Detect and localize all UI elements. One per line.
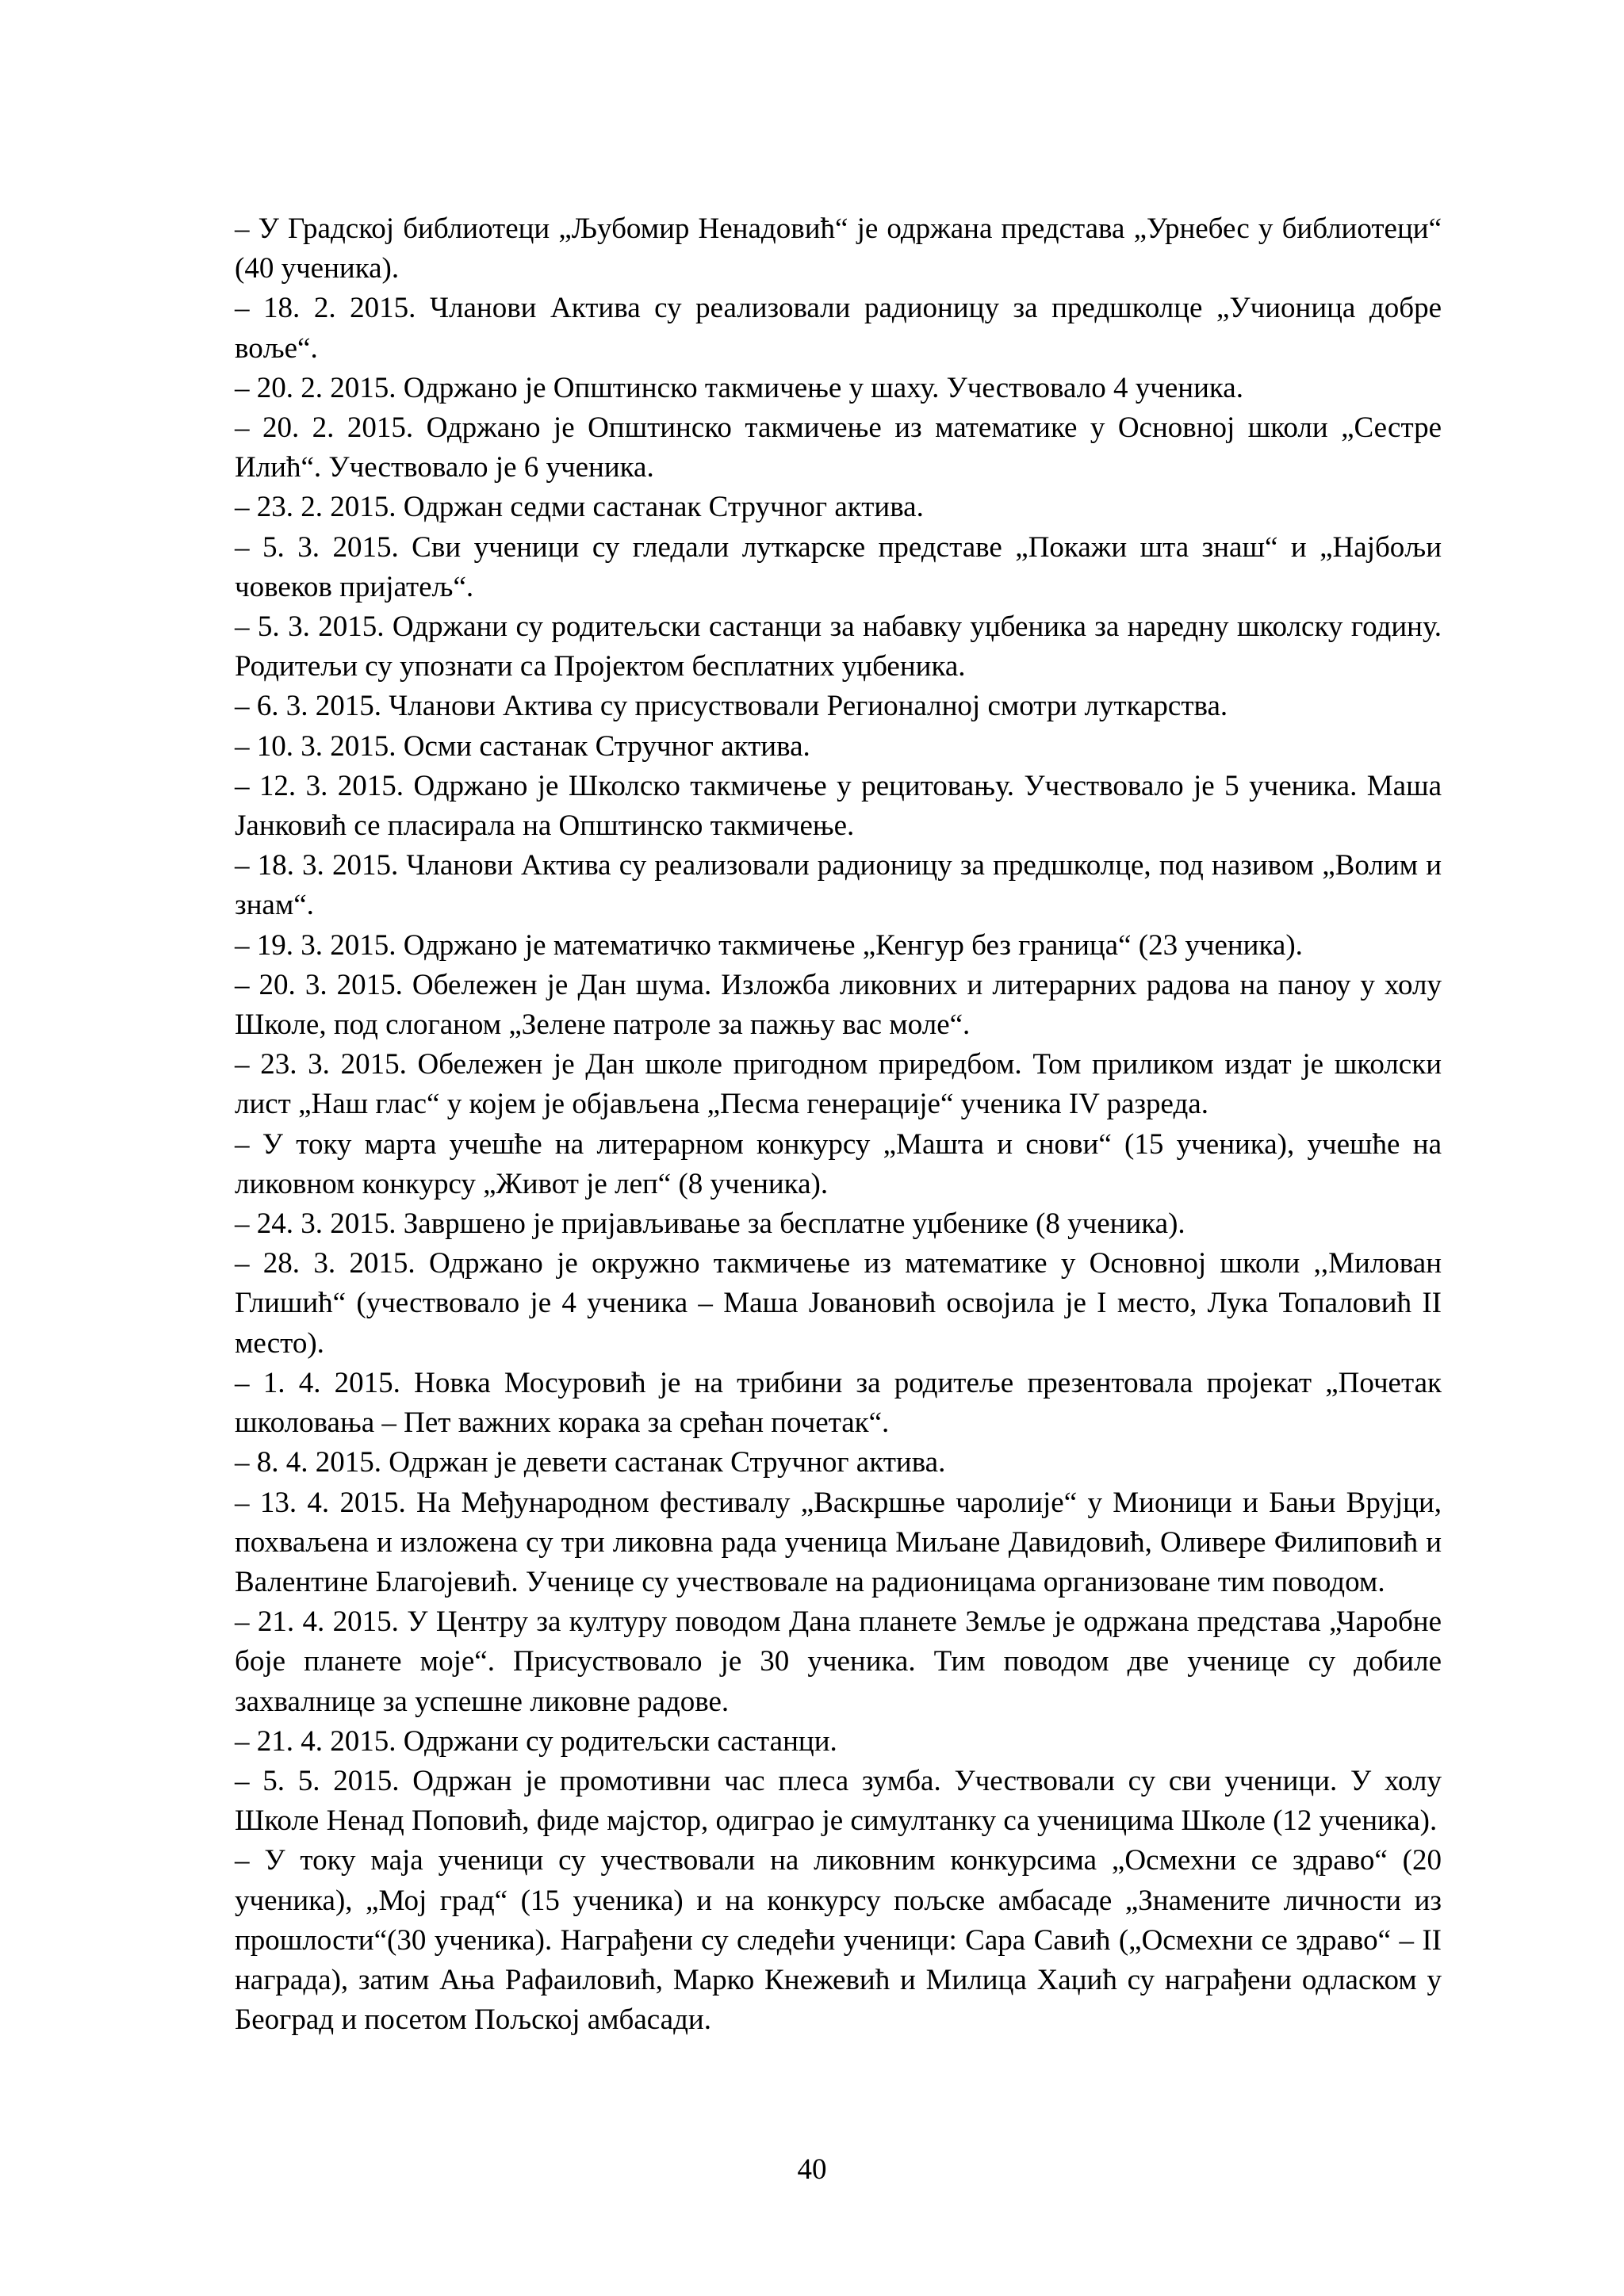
paragraph: – 21. 4. 2015. У Центру за културу поводом Дана планете Земље је одржана представа „Чаробне боје планете моје“. Присуствовало је 30 ученика. Тим поводом две ученице су добиле захвалнице за успешне ликовне радове. [235,1605,1442,1718]
paragraph: – 18. 2. 2015. Чланови Актива су реализовали радионицу за предшколце „Учионица добре воље“. [235,292,1442,365]
paragraph: – 13. 4. 2015. На Међународном фестивалу „Васкршње чаролије“ у Мионици и Бањи Врујци, похваљена и изложена су три ликовна рада ученица Миљане Давидовић, Оливере Филиповић и Валентине Благојевић. Ученице су учествовале на радионицама организоване тим поводом. [235,1486,1442,1598]
paragraph: – У току марта учешће на литерарном конкурсу „Машта и снови“ (15 ученика), учешће на ликовном конкурсу „Живот је леп“ (8 ученика). [235,1127,1442,1200]
paragraph: – 21. 4. 2015. Одржани су родитељски састанци. [235,1724,837,1758]
paragraph: – У току маја ученици су учествовали на ликовним конкурсима „Осмехни се здраво“ (20 ученика), „Мој град“ (15 ученика) и на конкурсу пољске амбасаде „Знамените личности из прошлости“(30 ученика). Награђени су следећи ученици: Сара Савић („Осмехни се здраво“ – II награда), затим Ања Рафаиловић, Марко Кнежевић и Милица Хаџић су награђени одласком у Београд и посетом Пољској амбасади. [235,1844,1442,2037]
paragraph: – 20. 2. 2015. Одржано је Општинско такмичење из математике у Основној школи „Сестре Илић“. Учествовало је 6 ученика. [235,411,1442,484]
paragraph: – 24. 3. 2015. Завршено је пријављивање за бесплатне уџбенике (8 ученика). [235,1207,1185,1241]
paragraph: – 23. 2. 2015. Одржан седми састанак Стручног актива. [235,491,924,524]
paragraph: – 1. 4. 2015. Новка Мосуровић је на трибини за родитеље презентовала пројекат „Почетак школовања – Пет важних корака за срећан почетак“. [235,1366,1442,1440]
page-body [235,209,1442,2040]
paragraph: – 6. 3. 2015. Чланови Актива су присуствовали Регионалној смотри луткарства. [235,690,1228,723]
paragraph: – 8. 4. 2015. Одржан је девети састанак Стручног актива. [235,1446,946,1479]
paragraph: – 20. 3. 2015. Обележен је Дан шума. Изложба ликовних и литерарних радова на паноу у холу Школе, под слоганом „Зелене патроле за пажњу вас моле“. [235,968,1442,1042]
paragraph: – 5. 3. 2015. Одржани су родитељски састанци за набавку уџбеника за наредну школску годину. Родитељи су упознати са Пројектом бесплатних уџбеника. [235,610,1442,683]
page-number: 40 [797,2153,827,2186]
paragraph: – 23. 3. 2015. Обележен је Дан школе пригодном приредбом. Том приликом издат је школски лист „Наш глас“ у којем је објављена „Песма генерације“ ученика IV разреда. [235,1048,1442,1121]
paragraph: – 12. 3. 2015. Одржано је Школско такмичење у рецитовању. Учествовало је 5 ученика. Маша Јанковић се пласирала на Општинско такмичење. [235,769,1442,843]
paragraph: – 19. 3. 2015. Одржано је математичко такмичење „Кенгур без граница“ (23 ученика). [235,928,1303,962]
paragraph: – У Градској библиотеци „Љубомир Ненадовић“ је одржана представа „Урнебес у библиотеци“ (40 ученика). [235,212,1442,285]
paragraph: – 5. 3. 2015. Сви ученици су гледали луткарске представе „Покажи шта знаш“ и „Најбољи човеков пријатељ“. [235,530,1442,603]
paragraph: – 5. 5. 2015. Одржан је промотивни час плеса зумба. Учествовали су сви ученици. У холу Школе Ненад Поповић, фиде мајстор, одиграо је симултанку са ученицима Школе (12 ученика). [235,1764,1442,1838]
paragraph: – 10. 3. 2015. Осми састанак Стручног актива. [235,729,810,763]
paragraph: – 20. 2. 2015. Одржано је Општинско такмичење у шаху. Учествовало 4 ученика. [235,371,1243,404]
paragraph: – 28. 3. 2015. Одржано је окружно такмичење из математике у Основној школи ,,Милован Глишић“ (учествовало је 4 ученика – Маша Јовановић освојила је I место, Лука Топаловић II место). [235,1247,1442,1360]
paragraph: – 18. 3. 2015. Чланови Актива су реализовали радионицу за предшколце, под називом „Волим и знам“. [235,849,1442,922]
